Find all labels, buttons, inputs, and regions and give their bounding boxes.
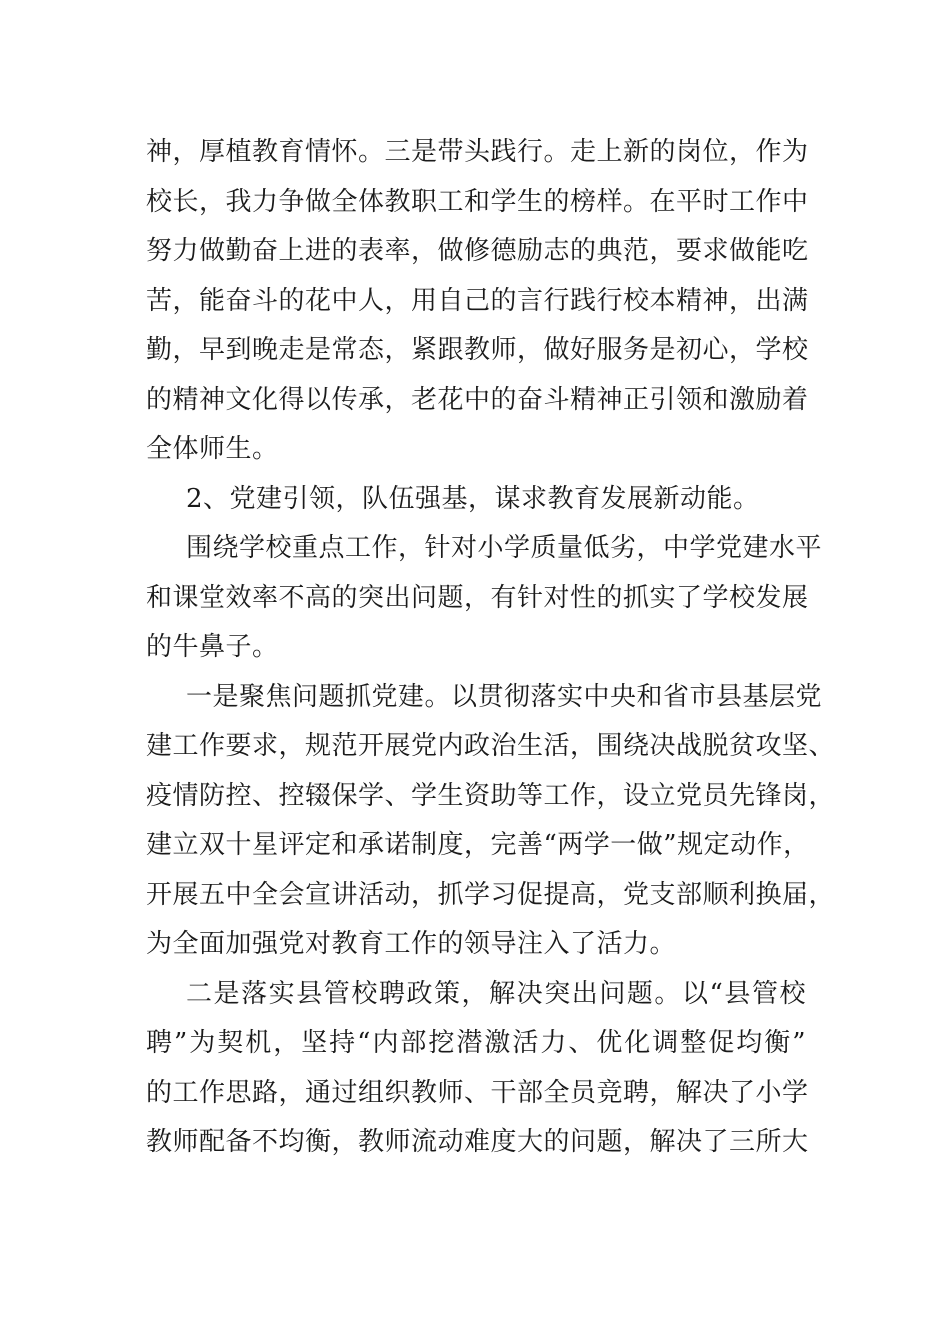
text-line: 勤，早到晚走是常态，紧跟教师，做好服务是初心，学校 <box>146 335 809 365</box>
text-line: 一是聚焦问题抓党建。以贯彻落实中央和省市县基层党 <box>186 681 823 712</box>
text-line: 苦，能奋斗的花中人，用自己的言行践行校本精神，出满 <box>146 285 809 316</box>
text-line: 聘”为契机，坚持“内部挖潜激活力、优化调整促均衡” <box>146 1028 806 1058</box>
text-line: 教师配备不均衡，教师流动难度大的问题，解决了三所大 <box>146 1127 809 1157</box>
text-line: 建工作要求，规范开展党内政治生活，围绕决战脱贫攻坚、 <box>146 731 836 761</box>
text-line: 为全面加强党对教育工作的领导注入了活力。 <box>146 929 677 959</box>
text-line: 疫情防控、控辍保学、学生资助等工作，设立党员先锋岗， <box>146 780 836 811</box>
text-line: 的精神文化得以传承，老花中的奋斗精神正引领和激励着 <box>146 384 809 415</box>
text-line: 神，厚植教育情怀。三是带头践行。走上新的岗位，作为 <box>146 137 809 167</box>
text-line: 二是落实县管校聘政策，解决突出问题。以“县管校 <box>186 978 806 1009</box>
text-line: 围绕学校重点工作，针对小学质量低劣，中学党建水平 <box>186 533 823 563</box>
section-heading: 2、党建引领，队伍强基，谋求教育发展新动能。 <box>186 483 760 514</box>
body-text <box>146 128 836 1168</box>
text-line: 的工作思路，通过组织教师、干部全员竞聘，解决了小学 <box>146 1077 809 1108</box>
text-line: 和课堂效率不高的突出问题，有针对性的抓实了学校发展 <box>146 582 809 613</box>
text-line: 开展五中全会宣讲活动，抓学习促提高，党支部顺利换届， <box>146 879 836 910</box>
text-line: 全体师生。 <box>146 434 279 464</box>
text-line: 建立双十星评定和承诺制度，完善“两学一做”规定动作， <box>146 830 810 860</box>
text-line: 努力做勤奋上进的表率，做修德励志的典范，要求做能吃 <box>146 236 809 266</box>
text-line: 的牛鼻子。 <box>146 632 279 662</box>
text-line: 校长，我力争做全体教职工和学生的榜样。在平时工作中 <box>146 186 809 217</box>
